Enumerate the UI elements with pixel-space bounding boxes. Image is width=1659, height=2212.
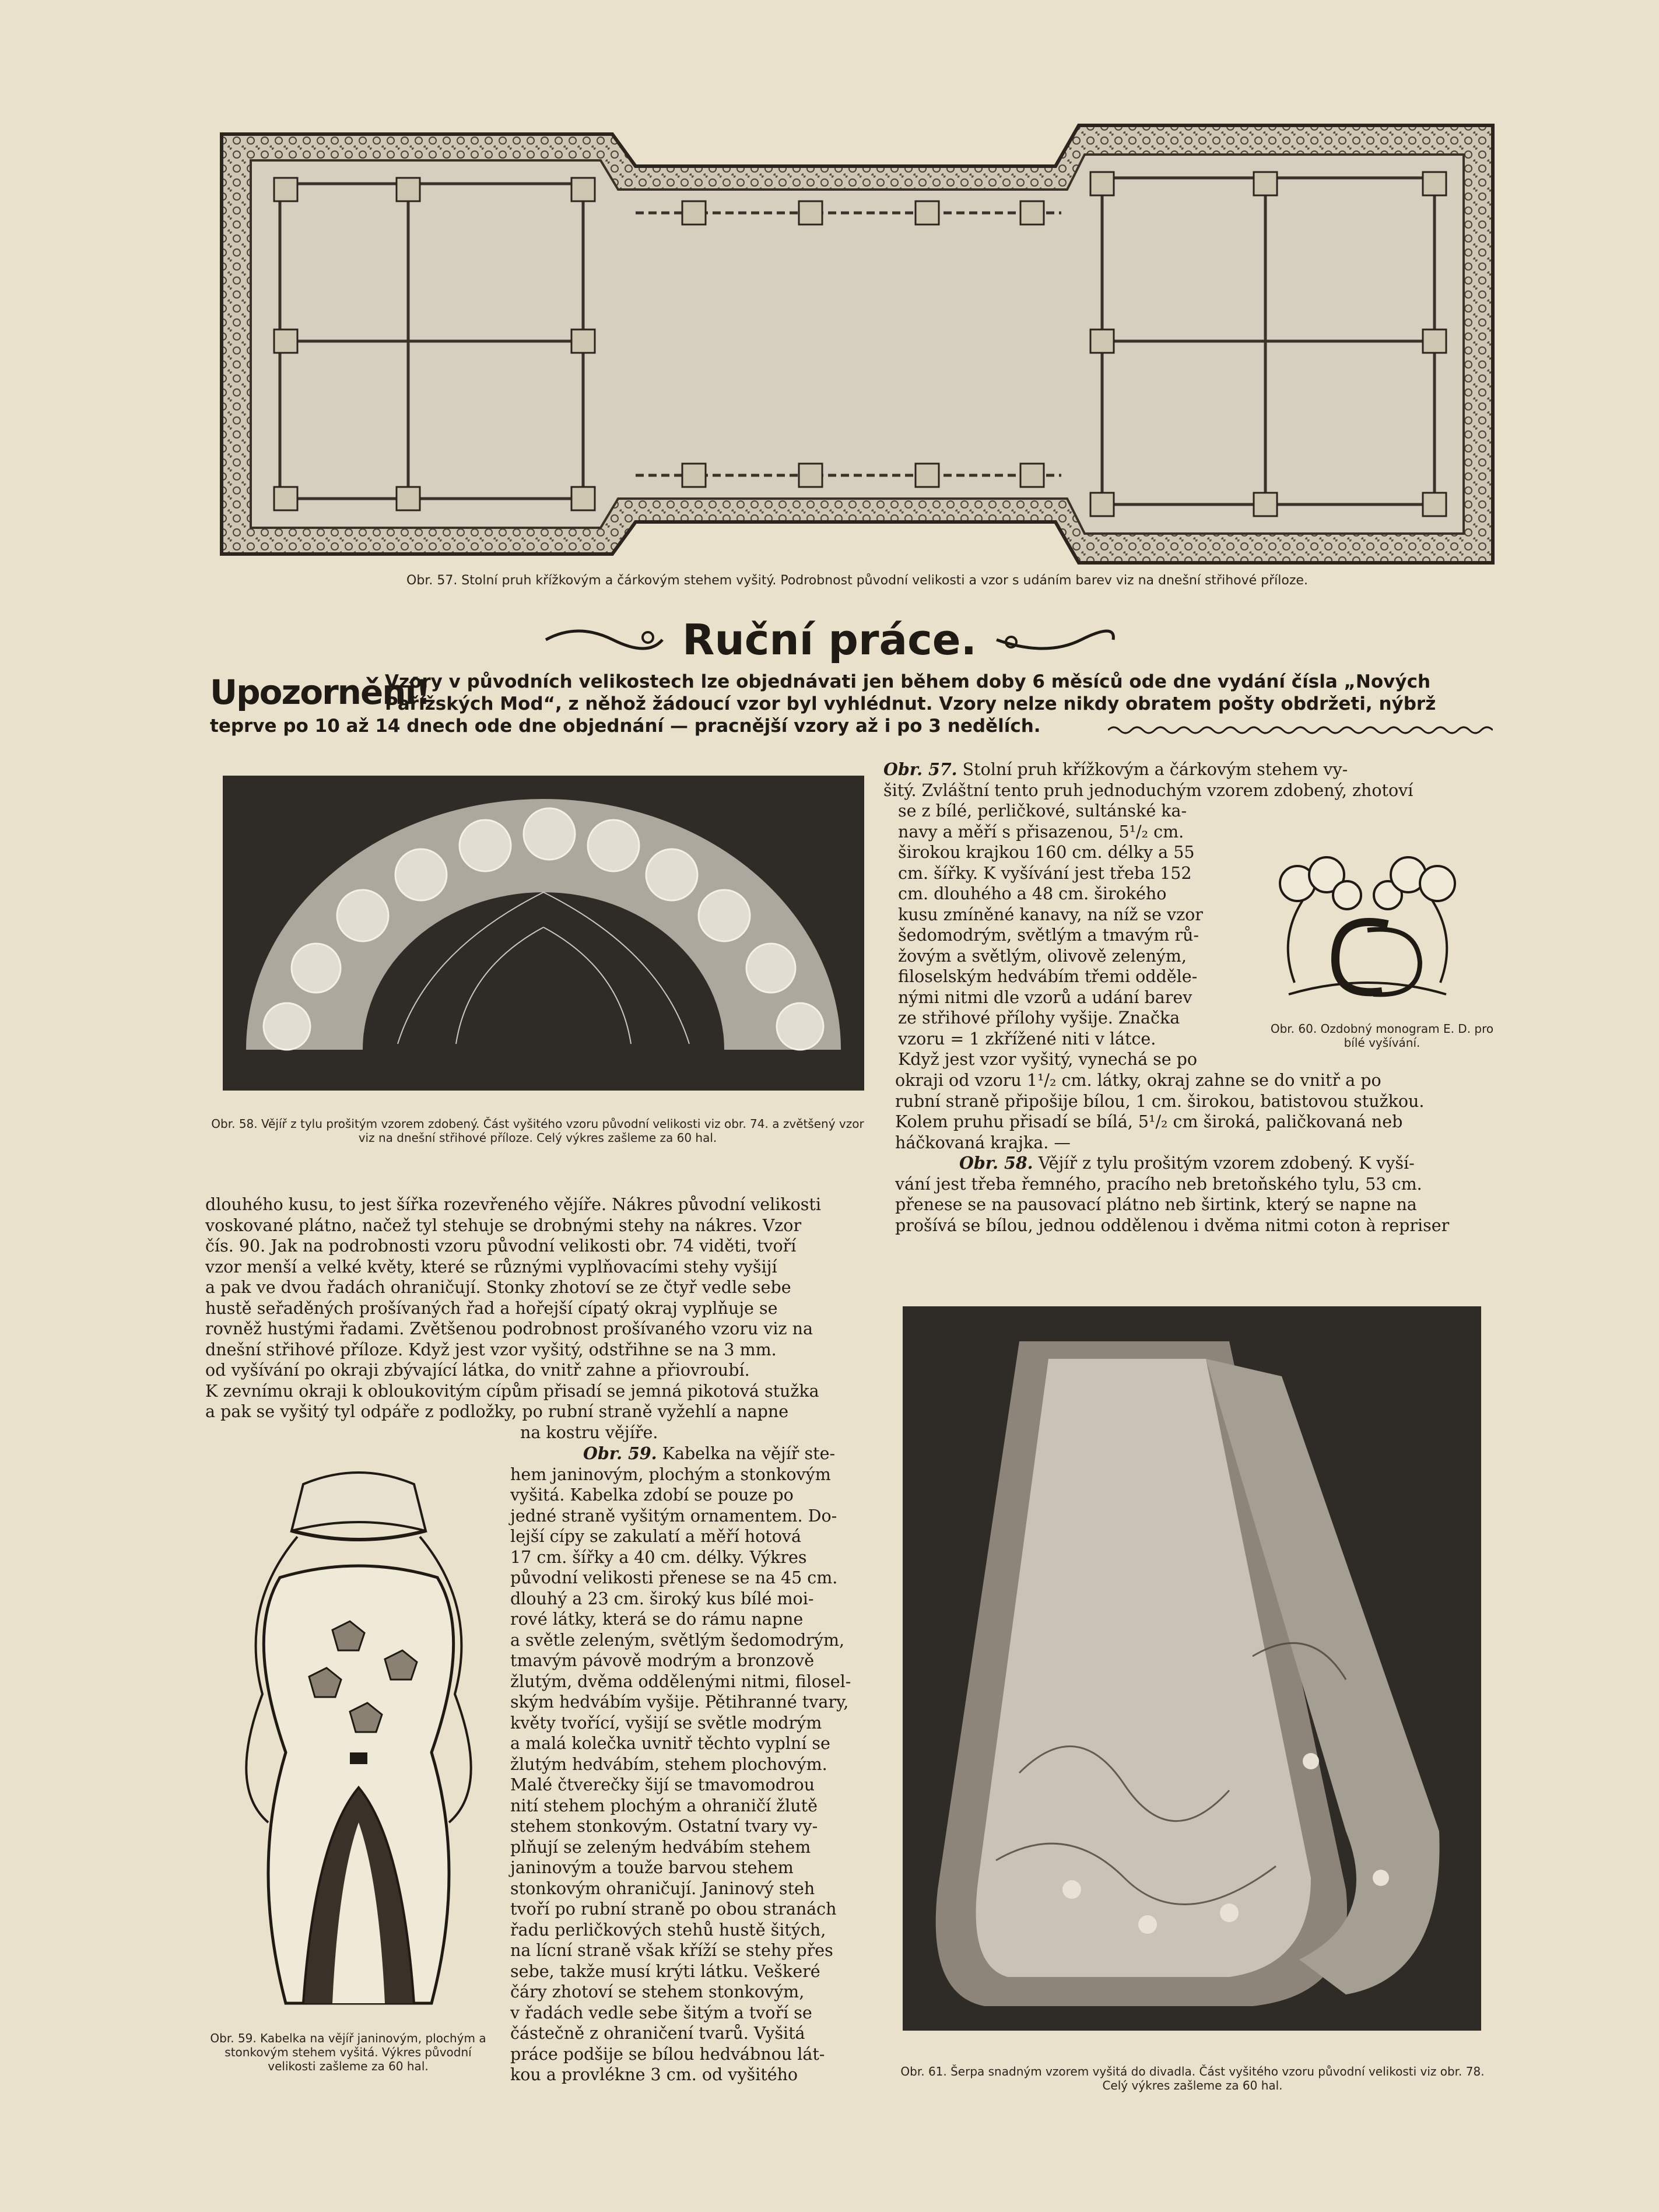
- text-line: žlutým hedvábím, stehem plochovým.: [510, 1754, 827, 1774]
- text-line: se z bílé, perličkové, sultánské ka-: [898, 801, 1187, 821]
- text-line: a malá kolečka uvnitř těchto vyplní se: [510, 1734, 830, 1753]
- text-line: čís. 90. Jak na podrobnosti vzoru původní velikosti obr. 74 viděti, tvoří: [205, 1236, 797, 1256]
- wavy-rule-icon: [1108, 723, 1493, 737]
- text-line: přenese se na pausovací plátno neb širtink, který se napne na: [895, 1195, 1417, 1214]
- text-line: stonkovým ohraničují. Janinový steh: [510, 1878, 815, 1898]
- text-line: řadu perličkových stehů hustě šitých,: [510, 1920, 826, 1940]
- article-57-text-end: [895, 1070, 1493, 1236]
- text-line: dnešní střihové příloze. Když jest vzor vyšitý, odstřihne se na 3 mm.: [205, 1340, 777, 1359]
- text-line: tvoří po rubní straně po obou stranách: [510, 1899, 837, 1919]
- fig60-monogram-illustration: [1271, 849, 1464, 1023]
- text-line: dlouhého kusu, to jest šířka rozevřeného vějíře. Nákres původní velikosti: [205, 1195, 821, 1214]
- text-line: cm. dlouhého a 48 cm. širokého: [898, 884, 1167, 903]
- notice-text-line3: teprve po 10 až 14 dnech ode dne objednání — pracnější vzory až i po 3 nedělích.: [210, 716, 1041, 737]
- text-line: prošívá se bílou, jednou oddělenou i dvěma nitmi coton à repriser: [895, 1215, 1450, 1235]
- notice-label: Upozornění!: [210, 672, 430, 712]
- text-line: Kabelka na vějíř ste-: [662, 1444, 836, 1463]
- text-line: hem janinovým, plochým a stonkovým: [510, 1464, 831, 1484]
- text-line: šedomodrým, světlým a tmavým rů-: [898, 926, 1199, 945]
- left-flourish-icon: [543, 622, 665, 657]
- section-header: [0, 615, 1659, 668]
- text-line: Stolní pruh křížkovým a čárkovým stehem vy-: [962, 760, 1348, 779]
- fig58-caption: Obr. 58. Vějíř z tylu prošitým vzorem zdobený. Část vyšitého vzoru původní velikosti viz obr. 74. a zvětšený vzor viz na dnešní střihové příloze. Celý výkres zašleme za 60 hal.: [211, 1117, 864, 1145]
- text-line: cm. šířky. K vyšívání jest třeba 152: [898, 863, 1192, 883]
- text-line: voskované plátno, načež tyl stehuje se drobnými stehy na nákres. Vzor: [205, 1215, 802, 1235]
- text-line: a světle zeleným, světlým šedomodrým,: [510, 1630, 845, 1650]
- text-line: janinovým a touže barvou stehem: [510, 1858, 794, 1877]
- notice-text-line2: Pařížských Mod“, z něhož žádoucí vzor byl vyhlédnut. Vzory nelze nikdy obratem pošty obdržeti, nýbrž: [385, 693, 1436, 714]
- section-title: Ruční práce.: [682, 615, 977, 664]
- text-line: stehem stonkovým. Ostatní tvary vy-: [510, 1817, 818, 1836]
- text-line: háčkovaná krajka. —: [895, 1133, 1071, 1152]
- text-line: šitý. Zvláštní tento pruh jednoduchým vzorem zdobený, zhotoví: [883, 780, 1414, 800]
- article-57-line-first: [883, 759, 1493, 780]
- text-line: rové látky, která se do rámu napne: [510, 1610, 804, 1629]
- text-line: rubní straně připošije bílou, 1 cm. širokou, batistovou stužkou.: [895, 1091, 1425, 1111]
- fig61-sash-photo: [903, 1306, 1481, 2031]
- right-flourish-icon: [994, 622, 1116, 657]
- text-line: filoselským hedvábím třemi odděle-: [898, 967, 1198, 986]
- article-59-text: [510, 1443, 869, 2085]
- text-line: květy tvořící, vyšijí se světle modrým: [510, 1713, 822, 1733]
- text-line: vání jest třeba řemného, pracího neb bretoňského tylu, 53 cm.: [895, 1174, 1422, 1194]
- text-line: okraji od vzoru 1¹/₂ cm. látky, okraj zahne se do vnitř a po: [895, 1071, 1381, 1090]
- article-57-text: [883, 759, 1493, 801]
- text-line: Vějíř z tylu prošitým vzorem zdobený. K vyší-: [1038, 1154, 1415, 1173]
- text-line: Když jest vzor vyšitý, vynechá se po: [898, 1050, 1198, 1069]
- text-line: od vyšívání po okraji zbývající látka, do vnitř zahne a přiovroubí.: [205, 1361, 750, 1380]
- text-line: částečně z ohraničení tvarů. Vyšitá: [510, 2024, 805, 2043]
- notice-text-line1: Vzory v původních velikostech lze objednávati jen během doby 6 měsíců ode dne vydání čísla „Nových: [385, 671, 1431, 692]
- text-line: vzoru = 1 zkřížené niti v látce.: [898, 1029, 1156, 1049]
- text-line: hustě seřaděných prošívaných řad a hořejší cípatý okraj vyplňuje se: [205, 1298, 778, 1318]
- text-line: a pak se vyšitý tyl odpáře z podložky, po rubní straně vyžehlí a napne: [205, 1402, 789, 1421]
- fig57-ref: Obr. 57.: [883, 759, 957, 779]
- text-line: nití stehem plochým a ohraničí žlutě: [510, 1796, 818, 1815]
- text-line: plňují se zeleným hedvábím stehem: [510, 1837, 811, 1857]
- text-line: čáry zhotoví se stehem stonkovým,: [510, 1982, 805, 2001]
- text-line: K zevnímu okraji k obloukovitým cípům přisadí se jemná pikotová stužka: [205, 1381, 819, 1401]
- text-line: kou a provlékne 3 cm. od vyšitého: [510, 2065, 798, 2084]
- fig58-fan-photo: [223, 776, 864, 1091]
- text-line: na kostru vějíře.: [520, 1422, 658, 1442]
- article-59-first-line: [510, 1443, 869, 1464]
- text-line: nými nitmi dle vzorů a udání barev: [898, 987, 1192, 1007]
- text-line: původní velikosti přenese se na 45 cm.: [510, 1568, 838, 1587]
- text-line: ským hedvábím vyšije. Pětihranné tvary,: [510, 1692, 849, 1712]
- text-line: práce podšije se bílou hedvábnou lát-: [510, 2044, 825, 2064]
- text-line: v řadách vedle sebe šitým a tvoří se: [510, 2003, 812, 2022]
- article-58-first-line: [895, 1153, 1493, 1174]
- text-line: jedné straně vyšitým ornamentem. Do-: [510, 1506, 837, 1526]
- fig60-caption: Obr. 60. Ozdobný monogram E. D. pro bílé vyšívání.: [1270, 1022, 1494, 1050]
- article-57-narrow-text: [898, 801, 1230, 1070]
- text-line: Kolem pruhu přisadí se bílá, 5¹/₂ cm široká, paličkovaná neb: [895, 1112, 1403, 1131]
- text-line: na lícní straně však kříží se stehy přes: [510, 1941, 833, 1960]
- text-line: dlouhý a 23 cm. široký kus bílé moi-: [510, 1589, 814, 1608]
- text-line: žovým a světlým, olivově zeleným,: [898, 946, 1187, 966]
- fig59-fan-bag-illustration: [216, 1461, 501, 2024]
- fig57-caption: Obr. 57. Stolní pruh křížkovým a čárkovým stehem vyšitý. Podrobnost původní velikosti a vzor s udáním barev viz na dnešní střihové příloze.: [406, 573, 1308, 588]
- fig61-caption: Obr. 61. Šerpa snadným vzorem vyšitá do divadla. Část vyšitého vzoru původní velikosti viz obr. 78. Celý výkres zašleme za 60 hal.: [900, 2064, 1485, 2092]
- fig59-ref: Obr. 59.: [583, 1443, 657, 1463]
- text-line: žlutým, dvěma oddělenými nitmi, filosel-: [510, 1671, 851, 1691]
- text-line: navy a měří s přisazenou, 5¹/₂ cm.: [898, 822, 1184, 842]
- text-line: lejší cípy se zakulatí a měří hotová: [510, 1527, 801, 1546]
- fig57-table-runner-illustration: [216, 120, 1499, 569]
- text-line: sebe, takže musí krýti látku. Veškeré: [510, 1961, 820, 1981]
- text-line: tmavým pávově modrým a bronzově: [510, 1651, 815, 1670]
- text-line: vyšitá. Kabelka zdobí se pouze po: [510, 1485, 794, 1505]
- text-line: ze střihové přílohy vyšije. Značka: [898, 1008, 1180, 1028]
- text-line: 17 cm. šířky a 40 cm. délky. Výkres: [510, 1547, 807, 1567]
- text-line: kusu zmíněné kanavy, na níž se vzor: [898, 905, 1203, 924]
- text-line: a pak ve dvou řadách ohraničují. Stonky zhotoví se ze čtyř vedle sebe: [205, 1278, 791, 1297]
- fig58-ref: Obr. 58.: [959, 1153, 1033, 1173]
- article-58-left-text: [205, 1194, 876, 1443]
- text-line: širokou krajkou 160 cm. délky a 55: [898, 843, 1195, 862]
- text-line: rovněž hustými řadami. Zvětšenou podrobnost prošívaného vzoru viz na: [205, 1319, 813, 1338]
- fig59-caption: Obr. 59. Kabelka na vějíř janinovým, plochým a stonkovým stehem vyšitá. Výkres původní velikosti zašleme za 60 hal.: [210, 2031, 486, 2073]
- text-line: Malé čtverečky šijí se tmavomodrou: [510, 1775, 815, 1794]
- text-line: vzor menší a velké květy, které se různými vyplňovacími stehy vyšijí: [205, 1257, 777, 1277]
